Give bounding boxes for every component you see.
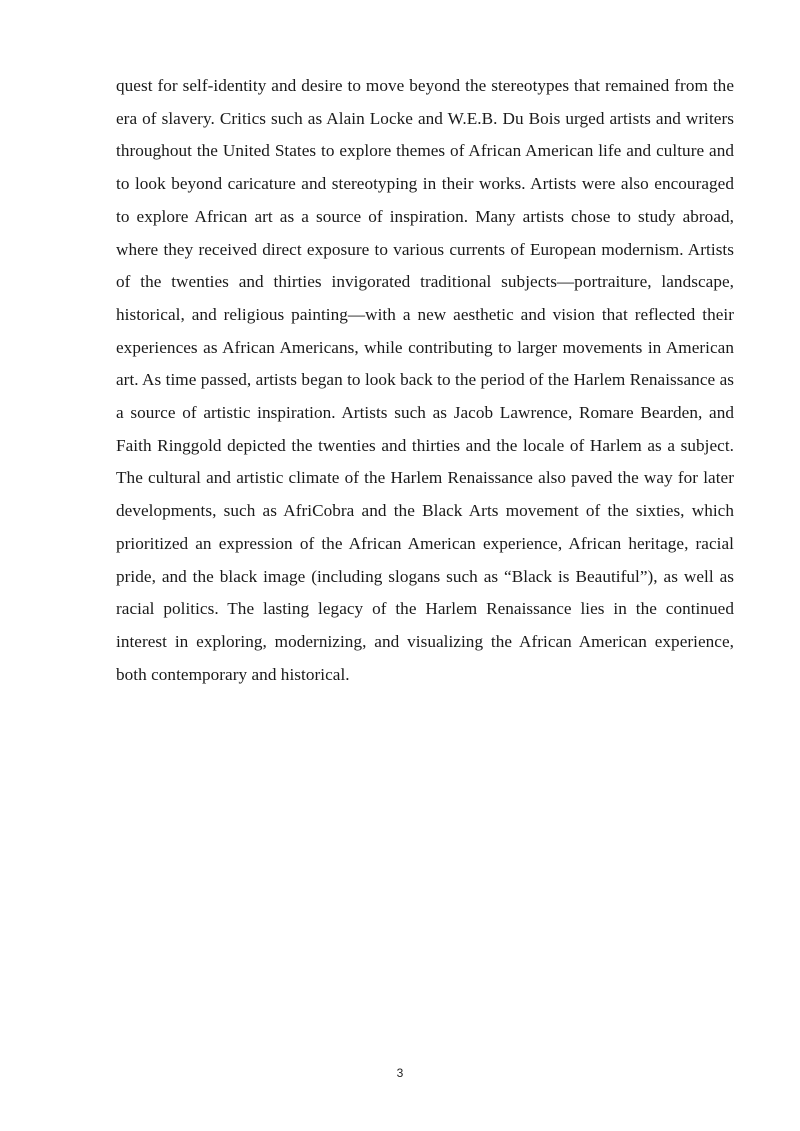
body-paragraph: quest for self-identity and desire to move beyond the stereotypes that remained from the era of slavery. Critics such as Alain Locke and W.E.B. Du Bois urged artists and writers throughout the United States to explore themes of African American life and culture and to look beyond caricature and stereotyping in their works. Artists were also encouraged to explore African art as a source of inspiration. Many artists chose to study abroad, where they received direct exposure to various currents of European modernism. Artists of the twenties and thirties invigorated traditional subjects—portraiture, landscape, historical, and religious painting—with a new aesthetic and vision that reflected their experiences as African Americans, while contributing to larger movements in American art. As time passed, artists began to look back to the period of the Harlem Renaissance as a source of artistic inspiration. Artists such as Jacob Lawrence, Romare Bearden, and Faith Ringgold depicted the twenties and thirties and the locale of Harlem as a subject. The cultural and artistic climate of the Harlem Renaissance also paved the way for later developments, such as AfriCobra and the Black Arts movement of the sixties, which prioritized an expression of the African American experience, African heritage, racial pride, and the black image (including slogans such as “Black is Beautiful”), as well as racial politics. The lasting legacy of the Harlem Renaissance lies in the continued interest in exploring, modernizing, and visualizing the African American experience, both contemporary and historical.: [116, 76, 734, 684]
page-number: 3: [396, 1066, 404, 1080]
